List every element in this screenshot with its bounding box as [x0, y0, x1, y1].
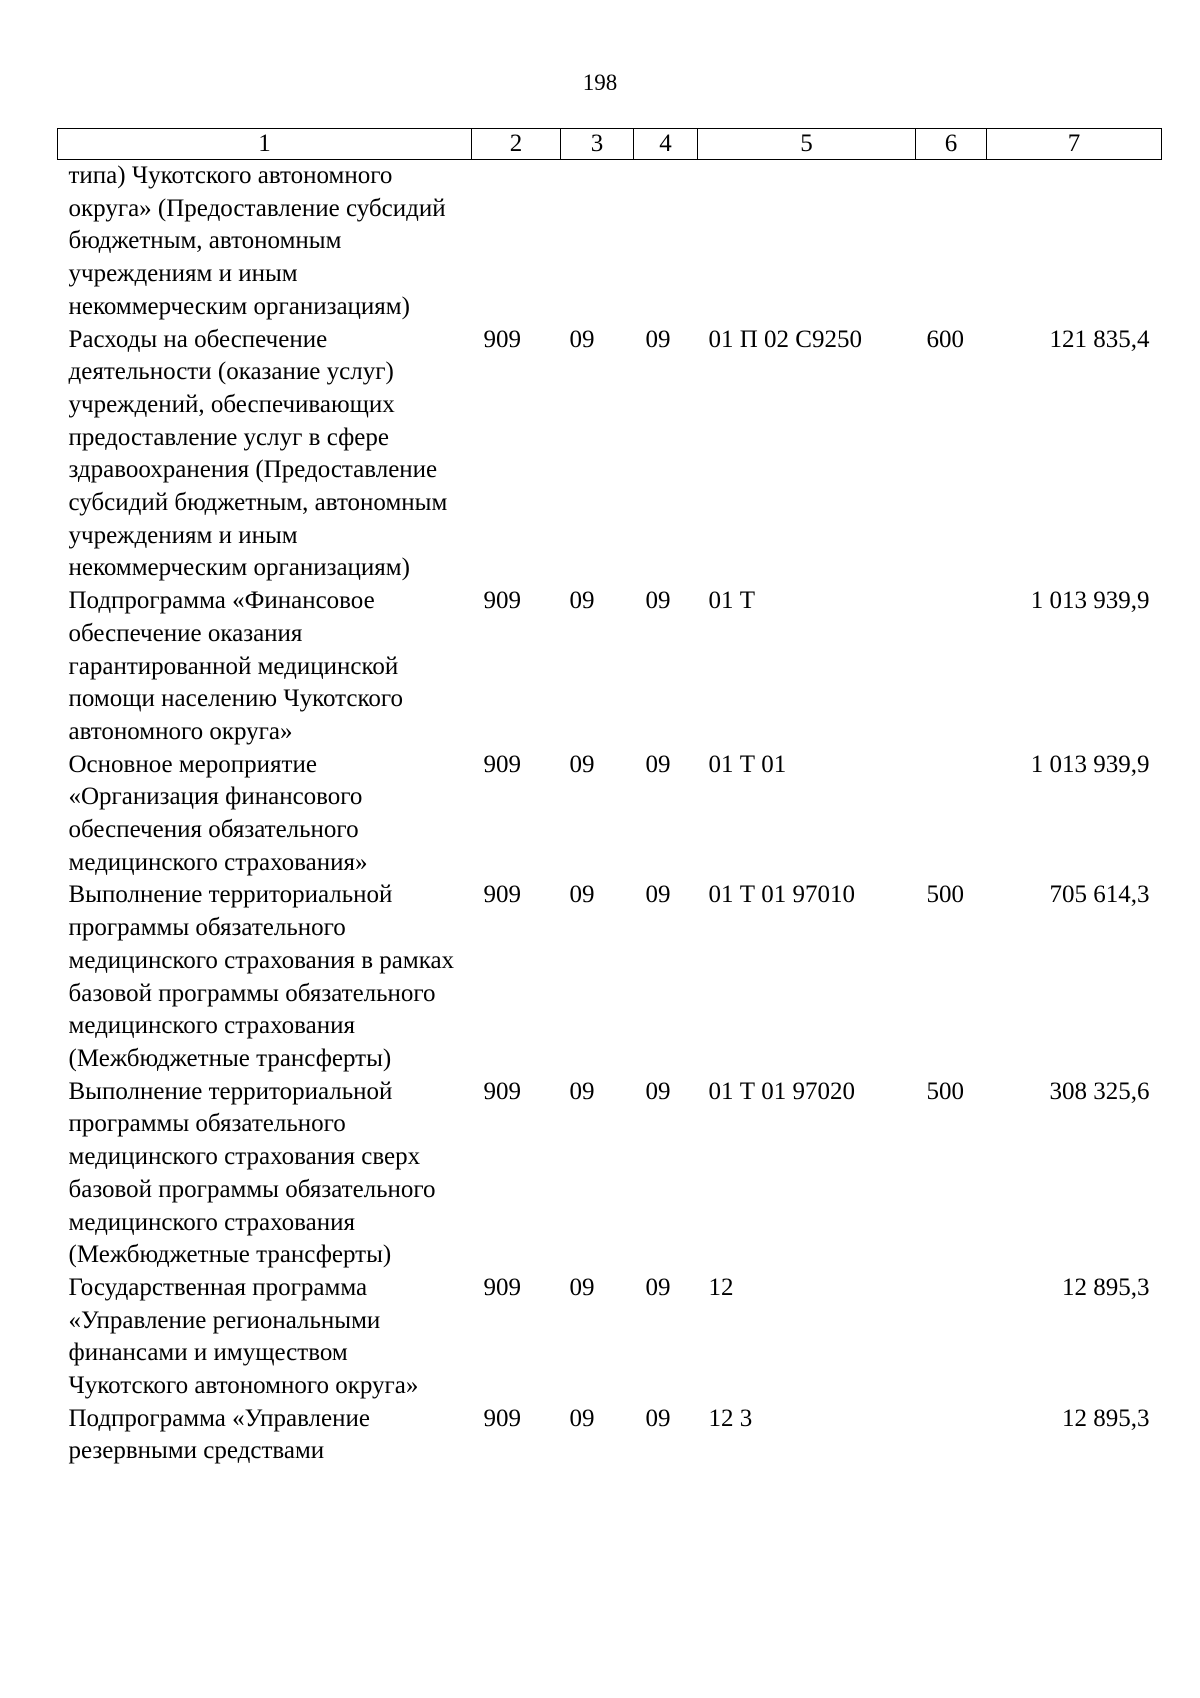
row-expense-type: 600 — [926, 325, 964, 353]
header-row — [58, 129, 1162, 160]
row-expense-type: 500 — [926, 881, 964, 909]
table-row — [58, 749, 1162, 880]
row-subsection-code: 09 — [645, 750, 671, 778]
row-amount: 1 013 939,9 — [1030, 587, 1150, 615]
row-name: Выполнение территориальной программы обязательного медицинского страхования в рамках базовой программы обязательного медицинского страхования (Межбюджетные трансферты) — [68, 881, 455, 1072]
row-expense-type — [916, 160, 987, 324]
row-subsection-code: 09 — [645, 325, 671, 353]
header-col-2: 2 — [472, 129, 561, 160]
row-amount — [987, 160, 1162, 324]
row-amount: 12 895,3 — [1062, 1273, 1150, 1301]
table-header — [58, 129, 1162, 160]
row-subsection-code — [634, 160, 698, 324]
row-section-code — [561, 160, 634, 324]
table-row — [58, 585, 1162, 749]
row-section-code: 09 — [569, 587, 595, 615]
row-name: Расходы на обеспечение деятельности (оказание услуг) учреждений, обеспечивающих предоставление услуг в сфере здравоохранения (Предоставление субсидий бюджетным, автономным учреждениям и иным некоммерческим организациям) — [68, 325, 448, 582]
row-section-code: 09 — [569, 750, 595, 778]
row-section-code: 09 — [569, 1273, 595, 1301]
row-ministry-code: 909 — [483, 1077, 521, 1105]
row-name: Подпрограмма «Управление резервными средствами — [68, 1404, 370, 1465]
header-col-3: 3 — [561, 129, 634, 160]
row-target-code: 12 — [708, 1273, 734, 1301]
row-section-code: 09 — [569, 1077, 595, 1105]
row-target-code: 01 Т 01 97020 — [708, 1077, 856, 1105]
row-expense-type — [916, 585, 987, 749]
row-ministry-code: 909 — [483, 1273, 521, 1301]
table-row — [58, 1076, 1162, 1272]
row-ministry-code — [472, 160, 561, 324]
table-row — [58, 160, 1162, 324]
row-subsection-code: 09 — [645, 587, 671, 615]
row-subsection-code: 09 — [645, 881, 671, 909]
row-expense-type — [916, 1403, 987, 1468]
header-col-4: 4 — [634, 129, 698, 160]
page-number: 198 — [582, 70, 618, 95]
row-section-code: 09 — [569, 1404, 595, 1432]
row-expense-type — [916, 1272, 987, 1403]
table-body — [58, 160, 1162, 1469]
header-col-5: 5 — [698, 129, 916, 160]
row-name: Подпрограмма «Финансовое обеспечение оказания гарантированной медицинской помощи населению Чукотского автономного округа» — [68, 587, 403, 745]
row-amount: 705 614,3 — [1049, 881, 1150, 909]
header-col-1: 1 — [58, 129, 472, 160]
row-subsection-code: 09 — [645, 1273, 671, 1301]
row-subsection-code: 09 — [645, 1077, 671, 1105]
row-target-code: 01 Т 01 97010 — [708, 881, 856, 909]
row-amount: 1 013 939,9 — [1030, 750, 1150, 778]
row-ministry-code: 909 — [483, 325, 521, 353]
row-expense-type: 500 — [926, 1077, 964, 1105]
row-section-code: 09 — [569, 325, 595, 353]
row-expense-type — [916, 749, 987, 880]
row-amount: 12 895,3 — [1062, 1404, 1150, 1432]
row-name: Основное мероприятие «Организация финансового обеспечения обязательного медицинского страхования» — [68, 750, 368, 876]
row-name: типа) Чукотского автономного округа» (Предоставление субсидий бюджетным, автономным учреждениям и иным некоммерческим организациям) — [68, 162, 446, 320]
row-ministry-code: 909 — [483, 1404, 521, 1432]
row-ministry-code: 909 — [483, 881, 521, 909]
row-target-code: 12 3 — [708, 1404, 753, 1432]
row-ministry-code: 909 — [483, 750, 521, 778]
row-target-code: 01 П 02 С9250 — [708, 325, 862, 353]
table-row — [58, 1403, 1162, 1468]
row-ministry-code: 909 — [483, 587, 521, 615]
table-row — [58, 1272, 1162, 1403]
header-col-7: 7 — [987, 129, 1162, 160]
table-row — [58, 879, 1162, 1075]
row-subsection-code: 09 — [645, 1404, 671, 1432]
budget-table — [57, 128, 1162, 1468]
header-col-6: 6 — [916, 129, 987, 160]
row-name: Государственная программа «Управление региональными финансами и имуществом Чукотского автономного округа» — [68, 1273, 419, 1400]
row-target-code — [698, 160, 916, 324]
row-amount: 121 835,4 — [1049, 325, 1150, 353]
row-target-code: 01 Т 01 — [708, 750, 787, 778]
row-amount: 308 325,6 — [1049, 1077, 1150, 1105]
row-section-code: 09 — [569, 881, 595, 909]
row-name: Выполнение территориальной программы обязательного медицинского страхования сверх базовой программы обязательного медицинского страхования (Межбюджетные трансферты) — [68, 1077, 436, 1269]
row-target-code: 01 Т — [708, 587, 756, 615]
table-row — [58, 324, 1162, 586]
